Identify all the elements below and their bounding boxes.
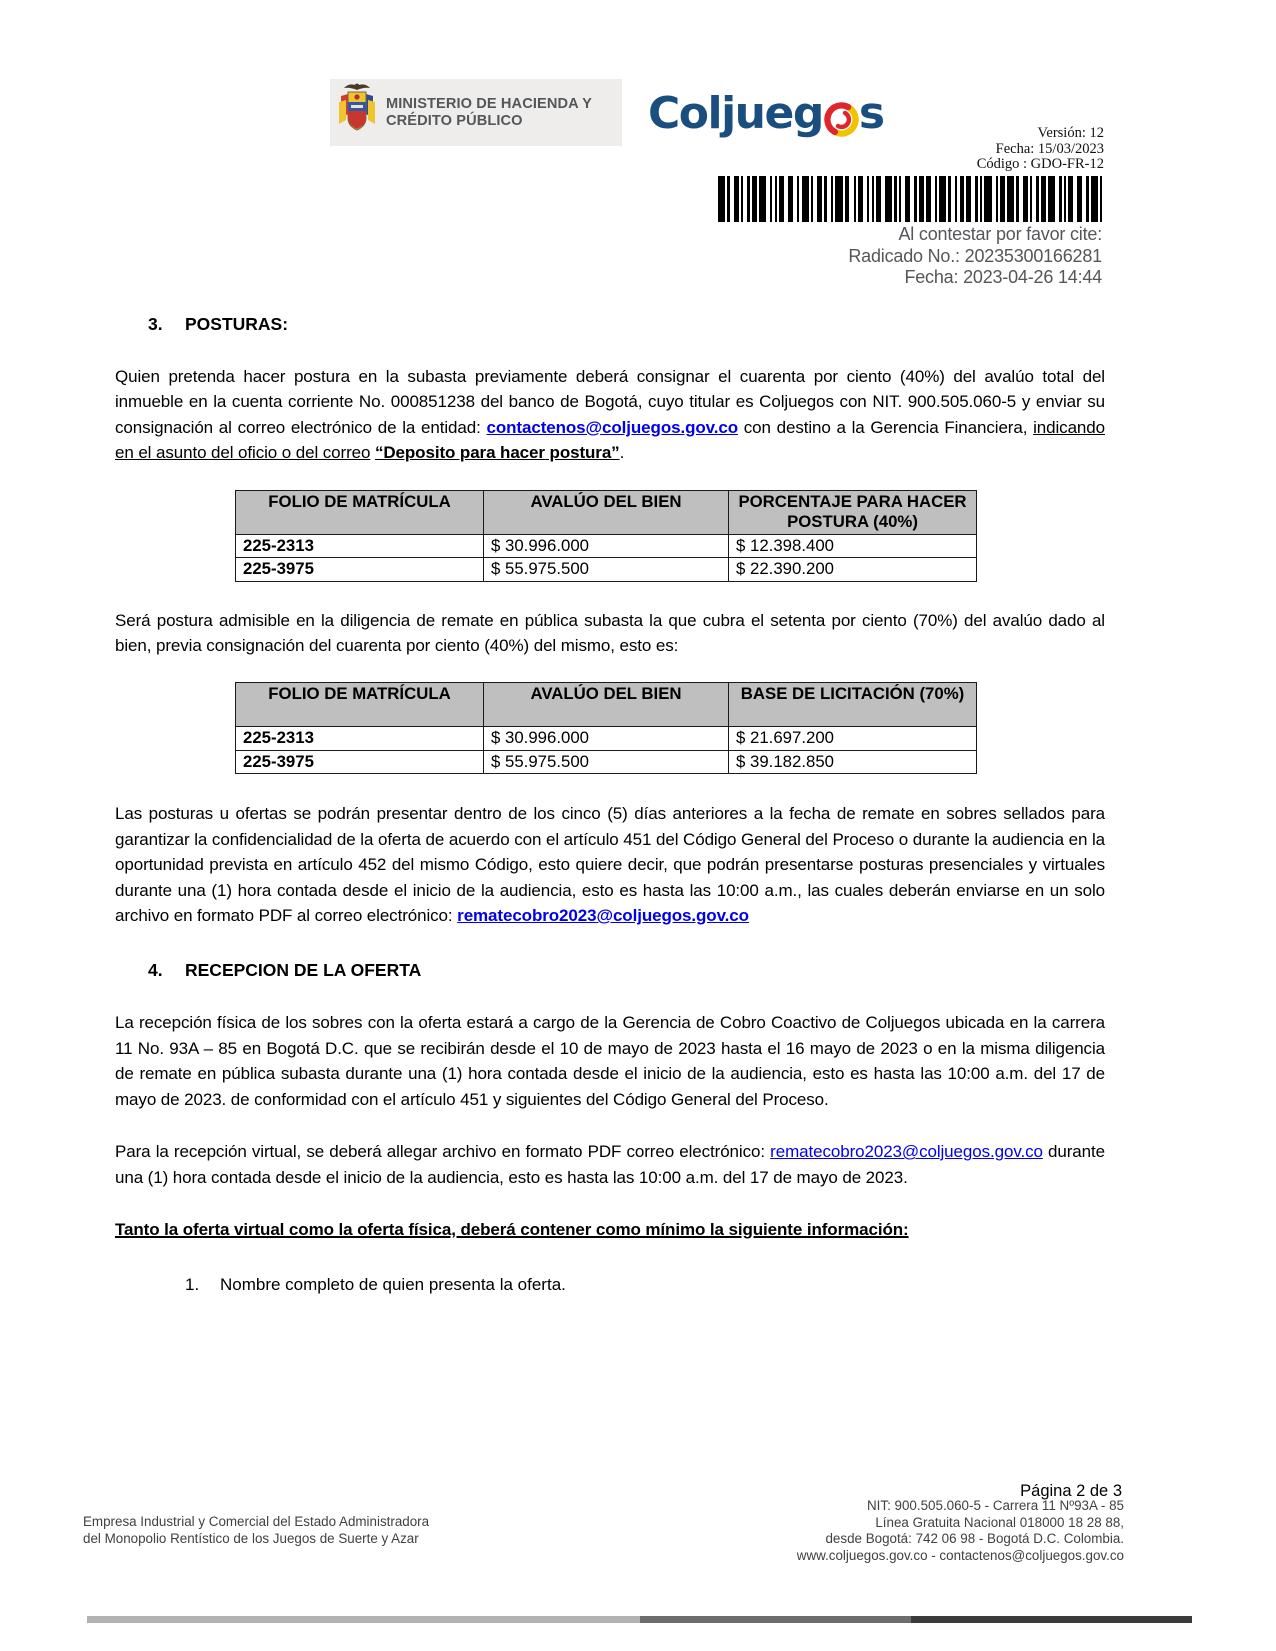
footer-phone-national: Línea Gratuita Nacional 018000 18 28 88, (875, 1514, 1124, 1530)
paragraph-text: Para la recepción virtual, se deberá allegar archivo en formato PDF correo electrónico: (115, 1142, 771, 1162)
colombia-coat-of-arms-icon (338, 80, 376, 145)
document-meta (977, 126, 1104, 173)
radicado-date: Fecha: 2023-04-26 14:44 (904, 267, 1102, 287)
column-header: AVALÚO DEL BIEN (484, 683, 729, 727)
radicado-number: Radicado No.: 20235300166281 (848, 245, 1102, 266)
paragraph-text: . (619, 443, 625, 463)
coljuegos-ball-icon (823, 98, 860, 135)
paragraph-text: Quien pretenda hacer postura en la subasta previamente deberá consignar el cuarenta por ciento (40%) del avalúo total del inmueble en la cuenta corriente No. 000851238 del banco de Bogotá, cuyo titular es Coljuegos con NIT. 900.505.060-5 y enviar su consignación al correo electrónico de la entidad: (115, 367, 1105, 437)
ministry-name-line2: CRÉDITO PÚBLICO (386, 112, 523, 129)
section-4-title: RECEPCION DE LA OFERTA (185, 960, 422, 981)
base-licitacion-table (235, 682, 977, 774)
base-cell: $ 39.182.850 (729, 750, 977, 774)
footer-bar-segment-medium (640, 1616, 911, 1623)
deposito-phrase: “Deposito para hacer postura” (374, 443, 620, 463)
table-row (236, 750, 977, 774)
table-header-row (236, 683, 977, 727)
column-header: BASE DE LICITACIÓN (70%) (729, 683, 977, 727)
porcentaje-cell: $ 12.398.400 (729, 534, 977, 558)
paragraph-text: Las posturas u ofertas se podrán presentar dentro de los cinco (5) días anteriores a la fecha de remate en sobres sellados para garantizar la confidencialidad de la oferta de acuerdo con el artículo 451 del Código General del Proceso o durante la audiencia en la oportunidad prevista en artículo 452 del mismo Código, esto quiere decir, que podrán presentarse posturas presenciales y virtuales durante una (1) hora contada desde el inicio de la audiencia, esto es hasta las 10:00 a.m., las cuales deberán enviarse en un solo archivo en formato PDF al correo electrónico: (115, 804, 1105, 926)
footer-company-info (83, 1514, 429, 1547)
section-3-title: POSTURAS: (185, 314, 289, 334)
list-item-text: Nombre completo de quien presenta la oferta. (220, 1275, 566, 1295)
avaluo-cell: $ 30.996.000 (484, 727, 729, 751)
footer-left-line2: del Monopolio Rentístico de los Juegos de Suerte y Azar (83, 1530, 419, 1546)
list-item-number: 1. (185, 1275, 200, 1295)
footer-contact-info (797, 1498, 1124, 1564)
footer-divider-bar (87, 1616, 1192, 1623)
footer-bar-segment-light (87, 1616, 640, 1623)
footer-bar-segment-dark (911, 1616, 1192, 1623)
column-header: FOLIO DE MATRÍCULA (236, 490, 484, 534)
paragraph-postura-admisible: Será postura admisible en la diligencia de remate en pública subasta la que cubra el setenta por ciento (70%) del avalúo dado al bien, previa consignación del cuarenta por ciento (40%) del mismo, esto es: (115, 610, 1105, 656)
ministry-name-line1: MINISTERIO DE HACIENDA Y (386, 95, 592, 112)
paragraph-text: con destino a la Gerencia Financiera, (738, 417, 1034, 437)
section-3-heading (148, 312, 1105, 336)
paragraph-text: durante una (1) hora contada desde el inicio de la audiencia, esto es hasta las 10:00 a.m. del 17 de mayo de 2023. (115, 1142, 1105, 1187)
column-header: FOLIO DE MATRÍCULA (236, 683, 484, 727)
coljuegos-logo-text-pre: Coljueg (648, 87, 823, 139)
email-link-rematecobro-1[interactable]: rematecobro2023@coljuegos.gov.co (457, 906, 749, 926)
coljuegos-logo (648, 86, 884, 140)
page-number: Página 2 de 3 (1020, 1482, 1122, 1500)
table-header-row (236, 490, 977, 534)
table-row (236, 534, 977, 558)
column-header: AVALÚO DEL BIEN (484, 490, 729, 534)
cite-instruction: Al contestar por favor cite: (898, 224, 1102, 244)
paragraph-posturas-intro (115, 364, 1105, 466)
document-body (115, 312, 1105, 1297)
paragraph-recepcion-virtual (115, 1139, 1105, 1190)
footer-nit-address: NIT: 900.505.060-5 - Carrera 11 Nº93A - 85 (867, 1498, 1124, 1513)
footer-web-email: www.coljuegos.gov.co - contactenos@coljuegos.gov.co (796, 1547, 1124, 1563)
folio-cell: 225-3975 (236, 750, 484, 774)
folio-cell: 225-3975 (236, 558, 484, 582)
email-link-contactenos[interactable]: contactenos@coljuegos.gov.co (486, 417, 739, 437)
section-3-number: 3. (148, 314, 163, 334)
email-link-rematecobro-2[interactable]: rematecobro2023@coljuegos.gov.co (770, 1142, 1043, 1162)
paragraph-recepcion-fisica: La recepción física de los sobres con la oferta estará a cargo de la Gerencia de Cobro Coactivo de Coljuegos ubicada en la carrera 11 No. 93A – 85 en Bogotá D.C. que se recibirán desde el 10 de mayo de 2023 hasta el 16 mayo de 2023 o en la misma diligencia de remate en pública subasta durante una (1) hora contada desde el inicio de la audiencia, esto es hasta las 10:00 a.m. del 17 de mayo de 2023. de conformidad con el artículo 451 y siguientes del Código General del Proceso. (115, 1013, 1105, 1109)
list-item (185, 1272, 1105, 1297)
meta-date: Fecha: 15/03/2023 (995, 140, 1104, 157)
avaluo-cell: $ 55.975.500 (484, 558, 729, 582)
paragraph-posturas-plazo (115, 801, 1105, 928)
postura-40-table (235, 490, 977, 582)
section-4-number: 4. (148, 960, 163, 981)
barcode (718, 176, 1104, 222)
paragraph-requisitos-oferta: Tanto la oferta virtual como la oferta física, deberá contener como mínimo la siguiente información: (115, 1219, 909, 1239)
meta-version: Versión: 12 (1037, 125, 1104, 141)
table-row (236, 727, 977, 751)
radicado-block (848, 224, 1102, 289)
avaluo-cell: $ 30.996.000 (484, 534, 729, 558)
avaluo-cell: $ 55.975.500 (484, 750, 729, 774)
footer-left-line1: Empresa Industrial y Comercial del Estado Administradora (83, 1514, 430, 1529)
ministry-logo-box (330, 79, 622, 146)
section-4-heading (148, 958, 1105, 982)
footer-phone-bogota: desde Bogotá: 742 06 98 - Bogotá D.C. Colombia. (825, 1531, 1124, 1546)
porcentaje-cell: $ 22.390.200 (729, 558, 977, 582)
ministry-name (386, 96, 592, 130)
coljuegos-logo-text-post: s (858, 87, 884, 139)
table-row (236, 558, 977, 582)
column-header: PORCENTAJE PARA HACER POSTURA (40%) (729, 490, 977, 534)
folio-cell: 225-2313 (236, 727, 484, 751)
base-cell: $ 21.697.200 (729, 727, 977, 751)
underlined-phrase: indicando en el asunto del oficio o del correo (115, 417, 1105, 463)
folio-cell: 225-2313 (236, 534, 484, 558)
meta-code: Código : GDO-FR-12 (976, 156, 1104, 172)
